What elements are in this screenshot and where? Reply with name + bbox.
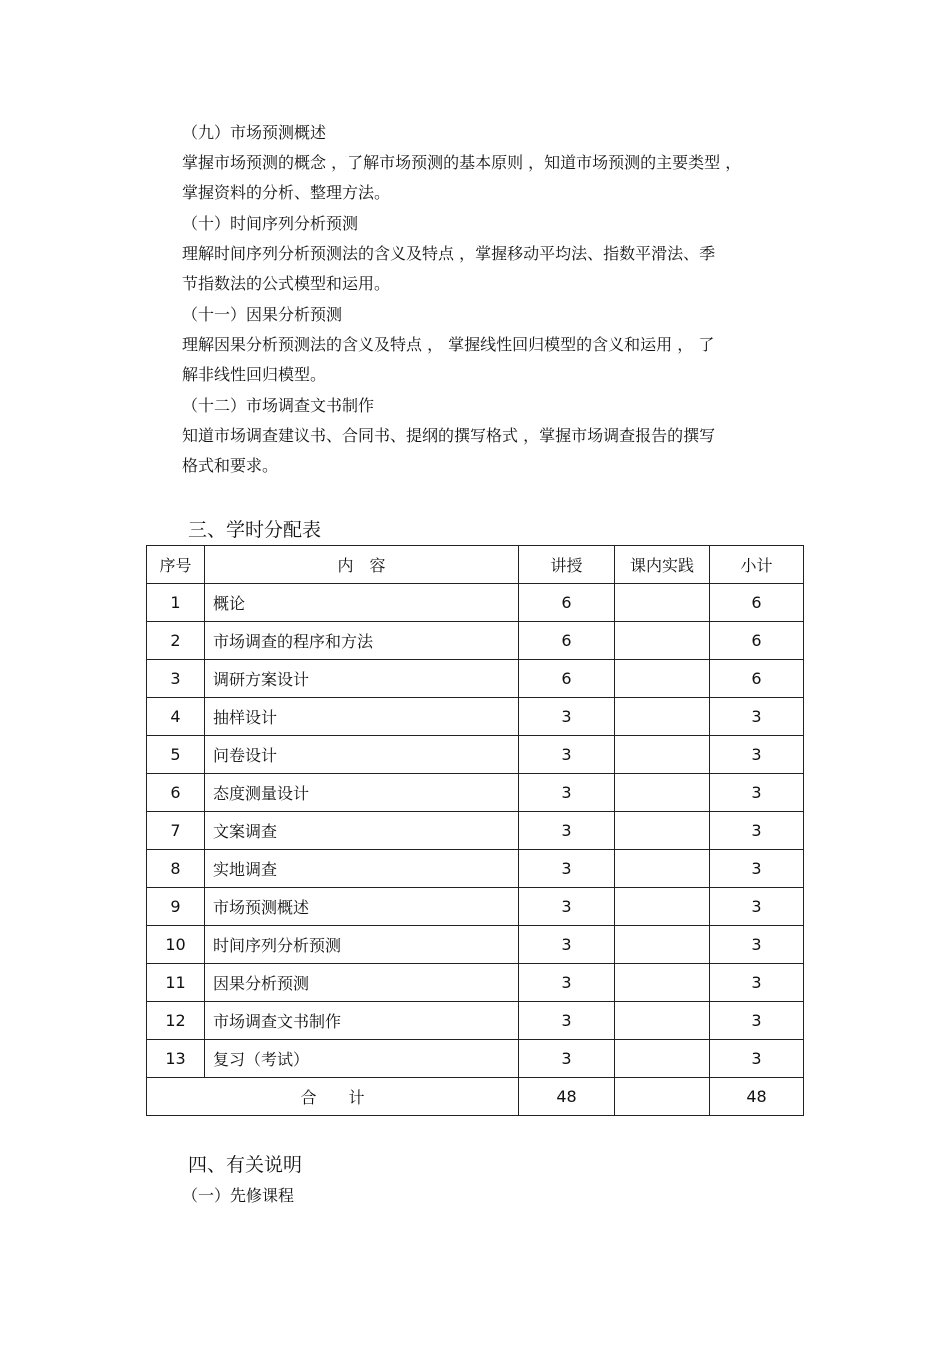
- cell-subtotal: 3: [710, 812, 804, 850]
- cell-lecture: 3: [519, 964, 615, 1002]
- table-total-row: [147, 1078, 804, 1116]
- cell-lecture: 3: [519, 850, 615, 888]
- table-row: [147, 1040, 804, 1078]
- cell-lecture: 3: [519, 774, 615, 812]
- cell-lecture: 3: [519, 812, 615, 850]
- cell-lecture: 6: [519, 660, 615, 698]
- table-row: [147, 584, 804, 622]
- cell-practice: [615, 584, 710, 622]
- total-subtotal: 48: [710, 1078, 804, 1116]
- table-row: [147, 698, 804, 736]
- cell-content: 文案调查: [205, 812, 519, 850]
- cell-no: 8: [147, 850, 205, 888]
- cell-lecture: 6: [519, 622, 615, 660]
- cell-practice: [615, 850, 710, 888]
- cell-no: 7: [147, 812, 205, 850]
- body-line: 掌握市场预测的概念 ，了解市场预测的基本原则 ，知道市场预测的主要类型 ，: [182, 153, 742, 172]
- cell-subtotal: 6: [710, 660, 804, 698]
- total-lecture: 48: [519, 1078, 615, 1116]
- cell-practice: [615, 736, 710, 774]
- cell-content: 态度测量设计: [205, 774, 519, 812]
- cell-subtotal: 6: [710, 584, 804, 622]
- cell-lecture: 6: [519, 584, 615, 622]
- cell-content: 市场预测概述: [205, 888, 519, 926]
- cell-practice: [615, 1040, 710, 1078]
- cell-no: 4: [147, 698, 205, 736]
- cell-no: 5: [147, 736, 205, 774]
- cell-no: 9: [147, 888, 205, 926]
- cell-practice: [615, 622, 710, 660]
- section-heading-10: （十）时间序列分析预测: [182, 214, 359, 233]
- header-practice: 课内实践: [615, 546, 710, 584]
- table-row: [147, 964, 804, 1002]
- cell-practice: [615, 888, 710, 926]
- section-heading-9: （九）市场预测概述: [182, 123, 327, 142]
- body-line: 掌握资料的分析、整理方法。: [182, 183, 391, 202]
- cell-lecture: 3: [519, 698, 615, 736]
- header-content: 内 容: [205, 546, 519, 584]
- cell-practice: [615, 1002, 710, 1040]
- notes-section-title: 四、有关说明: [188, 1154, 303, 1176]
- cell-subtotal: 3: [710, 850, 804, 888]
- body-line: 节指数法的公式模型和运用。: [182, 274, 391, 293]
- section-body-12: [182, 421, 807, 481]
- cell-no: 10: [147, 926, 205, 964]
- header-no: 序号: [147, 546, 205, 584]
- body-line: 理解因果分析预测法的含义及特点 ， 掌握线性回归模型的含义和运用 ， 了: [182, 335, 715, 354]
- table-row: [147, 888, 804, 926]
- body-line: 知道市场调查建议书、合同书、提纲的撰写格式 ，掌握市场调查报告的撰写: [182, 426, 716, 445]
- cell-content: 抽样设计: [205, 698, 519, 736]
- cell-no: 1: [147, 584, 205, 622]
- cell-content: 概论: [205, 584, 519, 622]
- cell-no: 13: [147, 1040, 205, 1078]
- table-row: [147, 736, 804, 774]
- cell-practice: [615, 926, 710, 964]
- cell-subtotal: 3: [710, 1002, 804, 1040]
- table-row: [147, 622, 804, 660]
- cell-subtotal: 3: [710, 1040, 804, 1078]
- cell-practice: [615, 964, 710, 1002]
- section-body-11: [182, 330, 807, 390]
- cell-no: 12: [147, 1002, 205, 1040]
- cell-content: 复习（考试）: [205, 1040, 519, 1078]
- header-lecture: 讲授: [519, 546, 615, 584]
- cell-subtotal: 3: [710, 698, 804, 736]
- cell-content: 实地调查: [205, 850, 519, 888]
- cell-lecture: 3: [519, 1040, 615, 1078]
- cell-subtotal: 3: [710, 774, 804, 812]
- cell-practice: [615, 660, 710, 698]
- table-row: [147, 774, 804, 812]
- table-row: [147, 660, 804, 698]
- cell-lecture: 3: [519, 926, 615, 964]
- body-line: 格式和要求。: [182, 456, 279, 475]
- cell-no: 11: [147, 964, 205, 1002]
- cell-subtotal: 3: [710, 888, 804, 926]
- cell-content: 问卷设计: [205, 736, 519, 774]
- section-heading-12: （十二）市场调查文书制作: [182, 396, 375, 415]
- table-row: [147, 1002, 804, 1040]
- table-header-row: [147, 546, 804, 584]
- cell-practice: [615, 698, 710, 736]
- cell-subtotal: 3: [710, 926, 804, 964]
- total-label: 合 计: [147, 1078, 519, 1116]
- table-section-title: 三、学时分配表: [188, 519, 322, 541]
- cell-no: 2: [147, 622, 205, 660]
- body-line: 理解时间序列分析预测法的含义及特点 ，掌握移动平均法、指数平滑法、季: [182, 244, 716, 263]
- total-practice: [615, 1078, 710, 1116]
- cell-content: 市场调查的程序和方法: [205, 622, 519, 660]
- cell-no: 3: [147, 660, 205, 698]
- cell-no: 6: [147, 774, 205, 812]
- hours-allocation-table: [146, 545, 804, 1116]
- cell-content: 调研方案设计: [205, 660, 519, 698]
- section-heading-11: （十一）因果分析预测: [182, 305, 343, 324]
- cell-subtotal: 3: [710, 736, 804, 774]
- notes-sub-heading: （一）先修课程: [182, 1186, 295, 1205]
- cell-subtotal: 6: [710, 622, 804, 660]
- table-row: [147, 850, 804, 888]
- section-body-9: [182, 148, 807, 208]
- body-line: 解非线性回归模型。: [182, 365, 327, 384]
- cell-subtotal: 3: [710, 964, 804, 1002]
- cell-lecture: 3: [519, 1002, 615, 1040]
- table-row: [147, 812, 804, 850]
- table-row: [147, 926, 804, 964]
- header-subtotal: 小计: [710, 546, 804, 584]
- cell-content: 市场调查文书制作: [205, 1002, 519, 1040]
- cell-content: 因果分析预测: [205, 964, 519, 1002]
- cell-content: 时间序列分析预测: [205, 926, 519, 964]
- cell-lecture: 3: [519, 888, 615, 926]
- cell-practice: [615, 774, 710, 812]
- cell-practice: [615, 812, 710, 850]
- cell-lecture: 3: [519, 736, 615, 774]
- section-body-10: [182, 239, 807, 299]
